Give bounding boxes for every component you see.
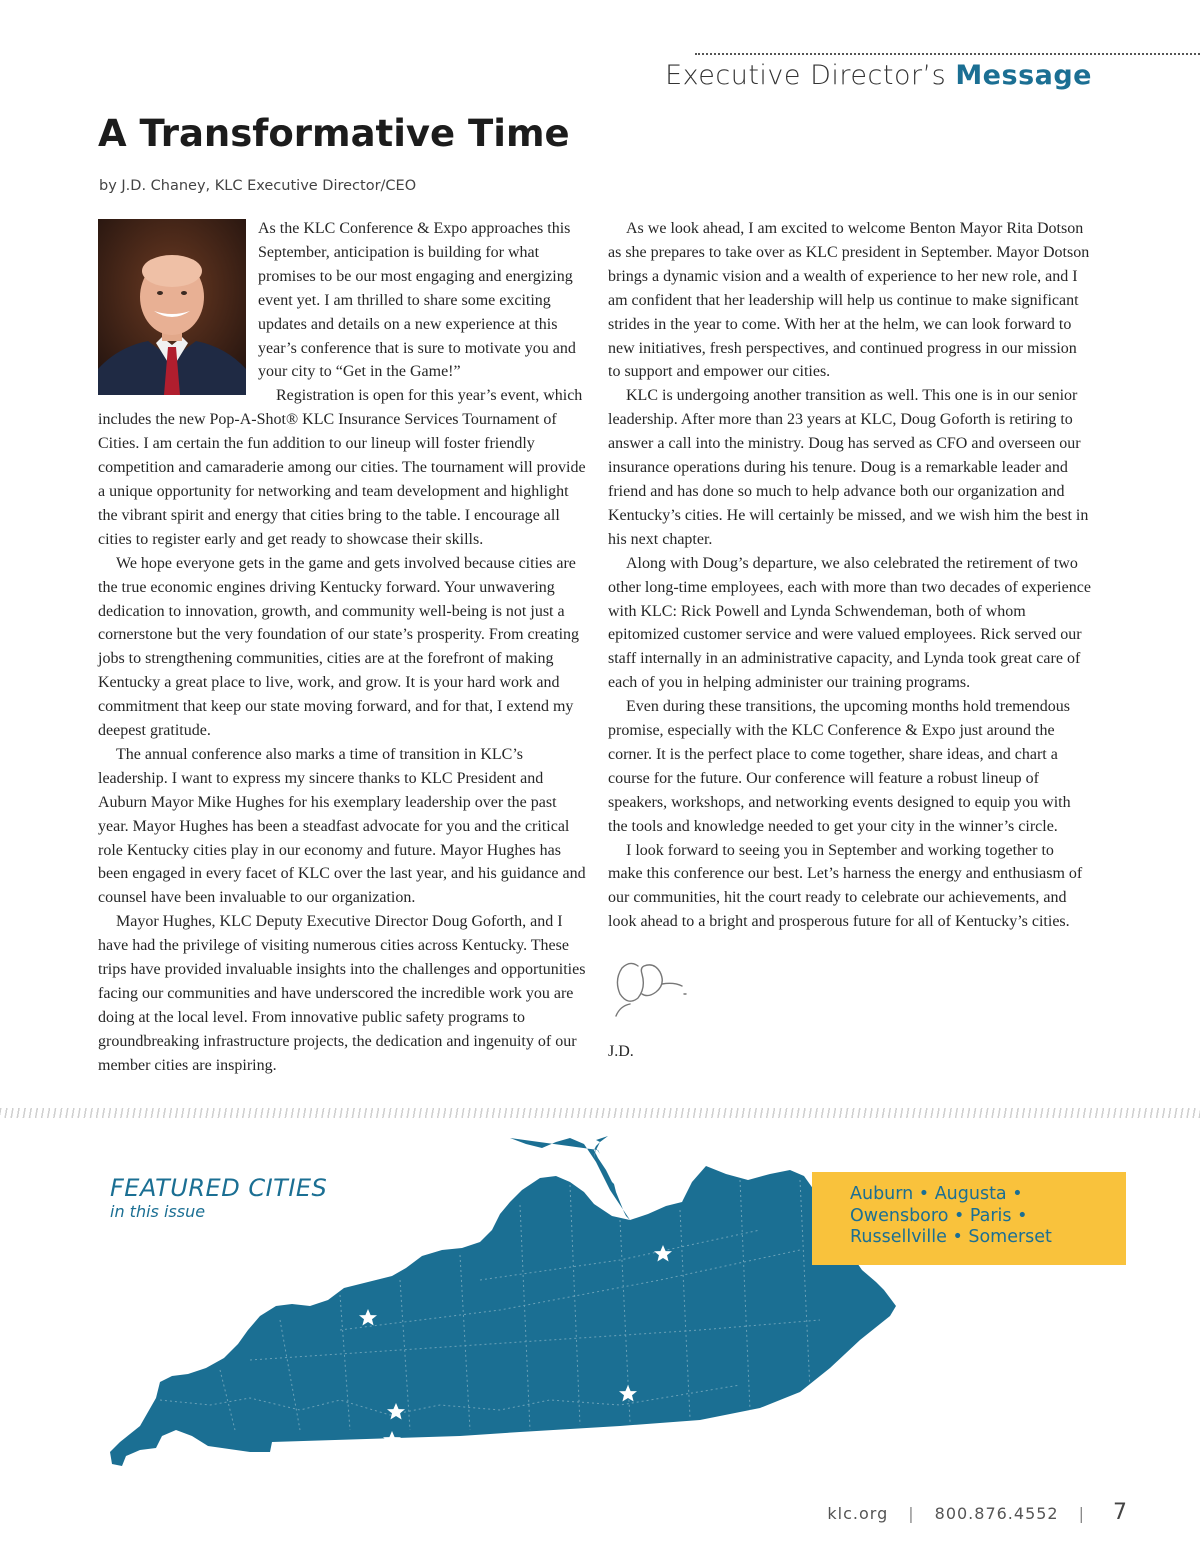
- featured-cities-line: Auburn • Augusta •: [850, 1184, 1023, 1204]
- right-paragraph: KLC is undergoing another transition as well. This one is in our senior leadership. After more than 23 years at KLC, Doug Goforth is retiring to answer a call into the ministry. Doug has served as CFO and overseen our insurance operations during his tenure. Doug is a remarkable leader and friend and has done so much to help advance both our organization and Kentucky’s cities. He will certainly be missed, and we wish him the best in his next chapter.: [608, 387, 1089, 548]
- page-number: 7: [1113, 1500, 1128, 1525]
- author-photo: [98, 219, 246, 395]
- section-label: [665, 60, 1092, 91]
- article-byline: by J.D. Chaney, KLC Executive Director/CEO: [99, 178, 417, 194]
- featured-cities-line: Owensboro • Paris •: [850, 1205, 1028, 1226]
- section-divider: [0, 1108, 1200, 1118]
- star-icon: [668, 1185, 686, 1202]
- page-footer: [827, 1500, 1128, 1525]
- article-title: A Transformative Time: [98, 112, 570, 155]
- featured-cities-box: [812, 1172, 1126, 1265]
- section-label-prefix: Executive Director’s: [665, 60, 947, 91]
- left-column: [98, 217, 586, 1078]
- right-paragraph: Even during these transitions, the upcoming months hold tremendous promise, especially with the KLC Conference & Expo just around the corner. It is the perfect place to come together, share ideas, and chart a course for the future. Our conference will feature a robust lineup of speakers, workshops, and networking events designed to equip you with the tools and knowledge needed to get your city in the winner’s circle.: [608, 698, 1071, 835]
- kentucky-outline: [110, 1136, 896, 1466]
- kentucky-map: [100, 1130, 920, 1480]
- footer-phone: 800.876.4552: [934, 1504, 1059, 1523]
- featured-title: FEATURED CITIES: [110, 1174, 328, 1202]
- left-paragraph: We hope everyone gets in the game and gets involved because cities are the true economic engines driving Kentucky forward. Your unwavering dedication to innovation, growth, and community well-being is not just a cornerstone but the very foundation of our state’s prosperity. From creating jobs to strengthening communities, cities are at the forefront of making Kentucky a great place to live, work, and grow. It is your hard work and commitment that keep our state moving forward, and for that, I extend my deepest gratitude.: [98, 554, 580, 740]
- right-paragraph: As we look ahead, I am excited to welcome Benton Mayor Rita Dotson as she prepares to take over as KLC president in September. Mayor Dotson brings a dynamic vision and a wealth of experience to her new role, and I am confident that her leadership will help us continue to make significant strides in the year to come. With her at the helm, we can look forward to new initiatives, fresh perspectives, and continued progress in our mission to support and empower our cities.: [608, 220, 1090, 381]
- left-paragraph: Mayor Hughes, KLC Deputy Executive Director Doug Goforth, and I have had the privilege of visiting numerous cities across Kentucky. These trips have provided invaluable insights into the challenges and opportunities facing our communities and have underscored the incredible work you are doing at the local level. From innovative public safety programs to groundbreaking infrastructure projects, the dedication and ingenuity of our member cities are inspiring.: [98, 913, 586, 1074]
- left-paragraph: Registration is open for this year’s event, which includes the new Pop-A-Shot® KLC Insurance Services Tournament of Cities. I am certain the fun addition to our lineup will foster friendly competition and camaraderie among our cities. The tournament will provide a unique opportunity for networking and team development and highlight the vibrant spirit and energy that cities bring to the table. I encourage all cities to register early and get ready to showcase their skills.: [98, 387, 586, 548]
- signature: [608, 954, 698, 1022]
- featured-subtitle: in this issue: [110, 1202, 206, 1221]
- left-paragraph: The annual conference also marks a time of transition in KLC’s leadership. I want to express my sincere thanks to KLC President and Auburn Mayor Mike Hughes for his exemplary leadership over the past year. Mayor Hughes has been a steadfast advocate for you and the critical role Kentucky cities play in our economy and future. Mayor Hughes has been engaged in every facet of KLC over the last year, and his guidance and counsel have been invaluable to our organization.: [98, 745, 586, 907]
- right-column: [608, 217, 1092, 1064]
- footer-website[interactable]: klc.org: [827, 1504, 889, 1523]
- footer-separator: |: [1078, 1504, 1085, 1523]
- right-paragraph: I look forward to seeing you in September and working together to make this conference our best. Let’s harness the energy and enthusiasm of our communities, hit the court ready to celebrate our achievements, and look ahead to a bright and prosperous future for all of Kentucky’s cities.: [608, 841, 1083, 931]
- signature-name: J.D.: [608, 1043, 634, 1061]
- header-rule: [695, 53, 1200, 55]
- right-paragraph: Along with Doug’s departure, we also celebrated the retirement of two other long-time employees, each with more than two decades of experience with KLC: Rick Powell and Lynda Schwendeman, both of whom epitomized customer service and were valued employees. Rick served our staff internally in an administrative capacity, and Lynda took great care of each of you in helping administer our training programs.: [608, 554, 1091, 692]
- featured-cities-line: Russellville • Somerset: [850, 1227, 1052, 1247]
- author-portrait: [98, 219, 246, 395]
- footer-separator: |: [908, 1504, 915, 1523]
- section-label-accent: Message: [955, 60, 1092, 91]
- left-paragraph: As the KLC Conference & Expo approaches this September, anticipation is building for what promises to be our most engaging and energizing event yet. I am thrilled to share some exciting updates and details on a new experience at this year’s conference that is sure to motivate you and your city to “Get in the Game!”: [258, 220, 576, 381]
